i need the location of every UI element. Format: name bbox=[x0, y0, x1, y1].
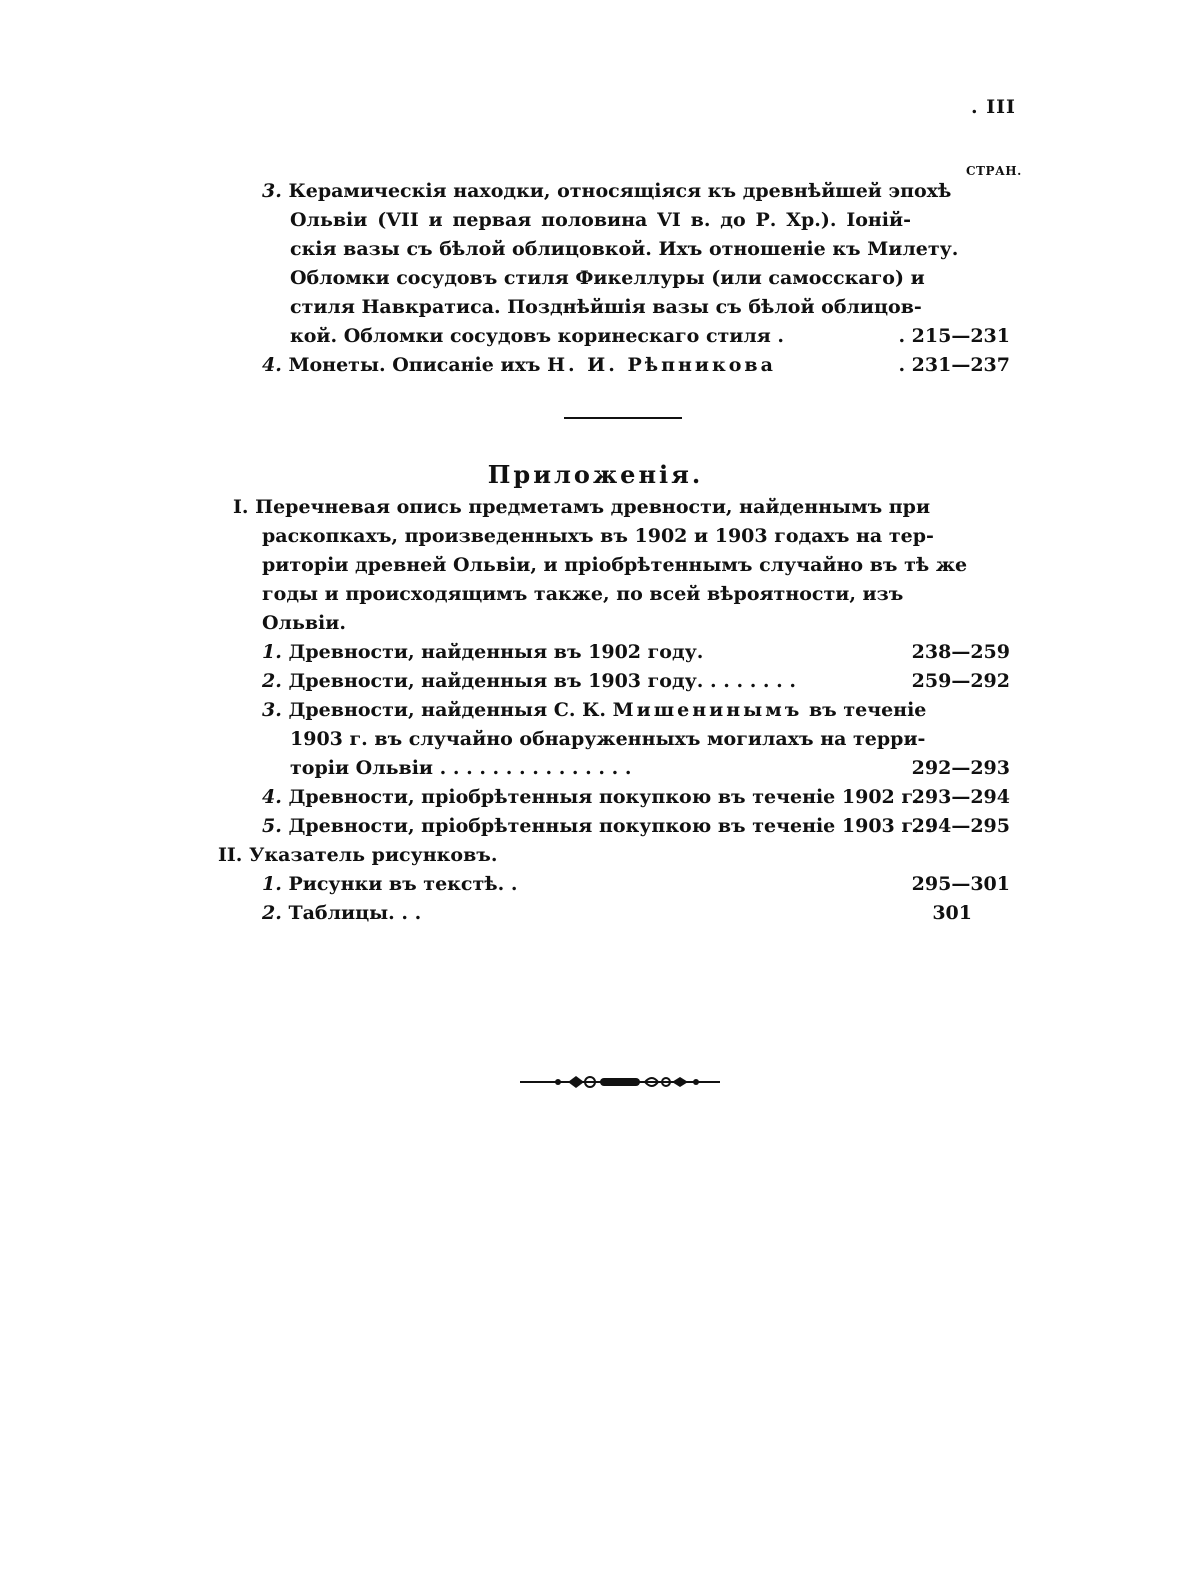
appendix-item-3-line-2: 1903 г. въ случайно обнаруженныхъ могилахъ на терри- bbox=[290, 728, 926, 750]
part-number: I. bbox=[233, 496, 249, 518]
entry-3-line-2: Ольвіи (VII и первая половина VI в. до Р. Хр.). Іоній- bbox=[290, 209, 911, 231]
part-1-line-4: годы и происходящимъ также, по всей вѣроятности, изъ bbox=[262, 583, 904, 605]
appendix-item-1-pages: 238—259 bbox=[911, 641, 1010, 663]
appendix-item-4-pages: 293—294 bbox=[911, 786, 1010, 808]
figures-item-1: 1. Рисунки въ текстѣ. . bbox=[262, 873, 518, 895]
appendix-item-3-line-3: торіи Ольвіи . . . . . . . . . . . . . . . bbox=[290, 757, 632, 779]
appendix-item-3-line-1: 3. Древности, найденныя С. К. Мишенинымъ въ теченіе bbox=[262, 699, 927, 721]
entry-3-line-3: скія вазы съ бѣлой облицовкой. Ихъ отношеніе къ Милету. bbox=[290, 238, 959, 260]
section-divider bbox=[564, 417, 682, 419]
entry-3-pages: . 215—231 bbox=[898, 325, 1010, 347]
part-1-line-3: риторіи древней Ольвіи, и пріобрѣтеннымъ случайно въ тѣ же bbox=[262, 554, 968, 576]
entry-3-line-4: Обломки сосудовъ стиля Фикеллуры (или самосскаго) и bbox=[290, 267, 925, 289]
part-1-line-1: I. Перечневая опись предметамъ древности, найденнымъ при bbox=[233, 496, 931, 518]
part-2-heading: II. Указатель рисунковъ. bbox=[218, 844, 498, 866]
part-number: II. bbox=[218, 844, 243, 866]
decorative-ornament-icon bbox=[520, 1070, 720, 1094]
part-1-line-5: Ольвіи. bbox=[262, 612, 346, 634]
part-1-line-2: раскопкахъ, произведенныхъ въ 1902 и 1903 годахъ на тер- bbox=[262, 525, 934, 547]
entry-4-pages: . 231—237 bbox=[898, 354, 1010, 376]
appendix-item-5: 5. Древности, пріобрѣтенныя покупкою въ теченіе 1903 г. . bbox=[262, 815, 933, 837]
appendix-title: Приложенія. bbox=[487, 460, 704, 489]
appendix-item-3-pages: 292—293 bbox=[911, 757, 1010, 779]
appendix-item-2: 2. Древности, найденныя въ 1903 году. . . . . . . . bbox=[262, 670, 797, 692]
pages-column-label: СТРАН. bbox=[966, 164, 1022, 178]
page-number: . III bbox=[971, 96, 1016, 118]
appendix-item-2-pages: 259—292 bbox=[911, 670, 1010, 692]
author-name: Н. И. Рѣпникова bbox=[547, 354, 776, 376]
entry-4-line: 4. Монеты. Описаніе ихъ Н. И. Рѣпникова bbox=[262, 354, 776, 376]
author-name: Мишенинымъ bbox=[612, 699, 803, 721]
appendix-item-5-pages: 294—295 bbox=[911, 815, 1010, 837]
entry-number: 4. bbox=[262, 354, 282, 376]
entry-number: 3. bbox=[262, 180, 282, 202]
entry-3-line-6: кой. Обломки сосудовъ коринескаго стиля . bbox=[290, 325, 785, 347]
appendix-item-1: 1. Древности, найденныя въ 1902 году. bbox=[262, 641, 704, 663]
figures-item-2-pages: 301 bbox=[932, 902, 972, 924]
entry-3-line-5: стиля Навкратиса. Позднѣйшія вазы съ бѣлой облицов- bbox=[290, 296, 922, 318]
appendix-item-4: 4. Древности, пріобрѣтенныя покупкою въ теченіе 1902 г. bbox=[262, 786, 920, 808]
entry-3-line-1: 3. Керамическія находки, относящіяся къ древнѣйшей эпохѣ bbox=[262, 180, 952, 202]
figures-item-2: 2. Таблицы. . . bbox=[262, 902, 422, 924]
figures-item-1-pages: 295—301 bbox=[911, 873, 1010, 895]
